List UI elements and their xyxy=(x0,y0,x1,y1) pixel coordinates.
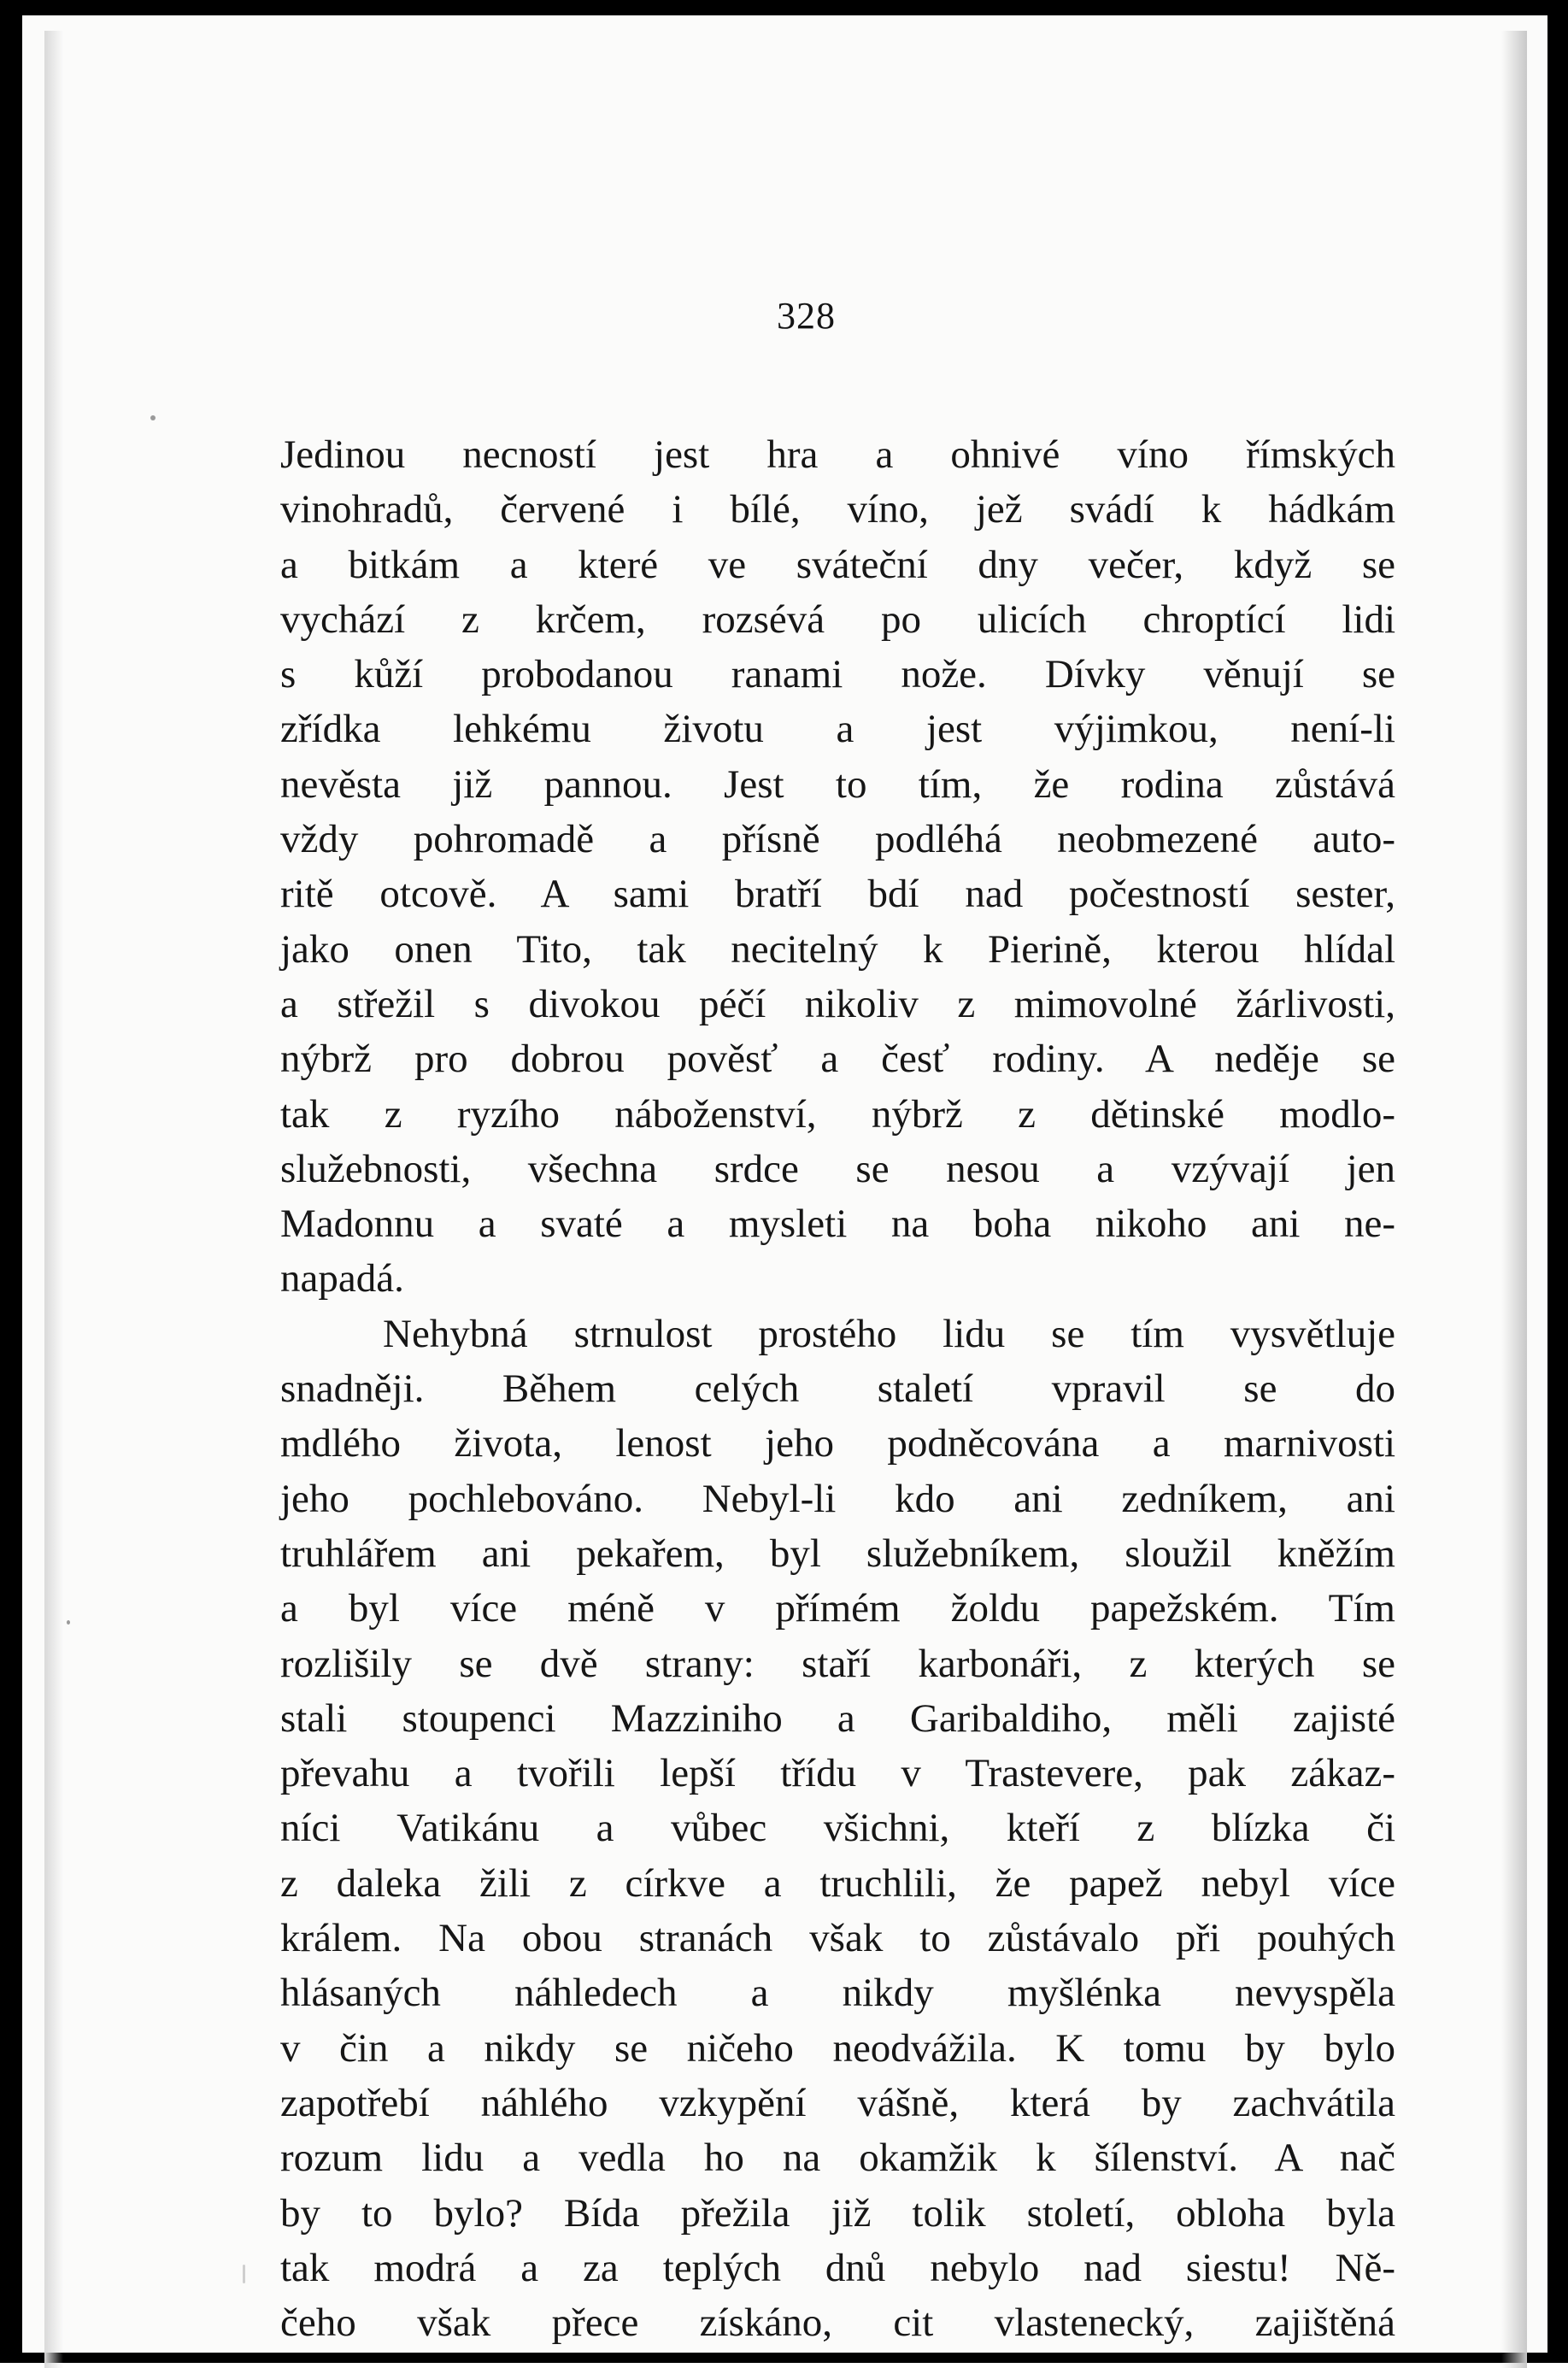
text-line: snadněji. Během celých staletí vpravil se do xyxy=(280,1366,1395,1412)
paragraph-2 xyxy=(280,1307,1395,2351)
text-line: Jedinou necností jest hra a ohnivé víno římských xyxy=(280,432,1395,477)
text-line: ritě otcově. A sami bratří bdí nad počestností sester, xyxy=(280,872,1395,917)
text-line: a byl více méně v přímém žoldu papežském. Tím xyxy=(280,1586,1395,1631)
text-line: nýbrž pro dobrou pověsť a česť rodiny. A neděje se xyxy=(280,1037,1395,1082)
text-line: a střežil s divokou péčí nikoliv z mimovolné žárlivosti, xyxy=(280,981,1395,1026)
text-line: nevěsta již pannou. Jest to tím, že rodina zůstává xyxy=(280,761,1395,807)
text-line: stali stoupenci Mazziniho a Garibaldiho, měli zajisté xyxy=(280,1695,1395,1741)
text-line: s kůží probodanou ranami nože. Dívky věnují se xyxy=(280,652,1395,697)
text-line: hlásaných náhledech a nikdy myšlénka nevyspěla xyxy=(280,1971,1395,2016)
text-line: převahu a tvořili lepší třídu v Trastevere, pak zákaz- xyxy=(280,1751,1395,1796)
paragraph-1 xyxy=(280,427,1395,1307)
text-line: králem. Na obou stranách však to zůstávalo při pouhých xyxy=(280,1916,1395,1961)
text-line: tak z ryzího náboženství, nýbrž z dětinské modlo- xyxy=(280,1091,1395,1137)
text-line: rozum lidu a vedla ho na okamžik k šílenství. A nač xyxy=(280,2136,1395,2181)
text-line: rozlišily se dvě strany: staří karbonáři, z kterých se xyxy=(280,1641,1395,1686)
paper-speck xyxy=(67,1620,70,1625)
text-line: jeho pochlebováno. Nebyl-li kdo ani zedníkem, ani xyxy=(280,1476,1395,1521)
text-line: v čin a nikdy se ničeho neodvážila. K tomu by bylo xyxy=(280,2025,1395,2071)
text-line: by to bylo? Bída přežila již tolik století, obloha byla xyxy=(280,2190,1395,2236)
text-line: vždy pohromadě a přísně podléhá neobmezené auto- xyxy=(280,817,1395,862)
text-line: vinohradů, červené i bílé, víno, jež svádí k hádkám xyxy=(280,487,1395,532)
text-line: Madonnu a svaté a mysleti na boha nikoho ani ne- xyxy=(280,1202,1395,1247)
paper-speck xyxy=(150,415,156,420)
text-line: čeho však přece získáno, cit vlastenecký, zajištěná xyxy=(280,2300,1395,2346)
text-line: zapotřebí náhlého vzkypění vášně, která by zachvátila xyxy=(280,2080,1395,2125)
gutter-shadow-right xyxy=(1501,31,1527,2368)
text-line: mdlého života, lenost jeho podněcována a marnivosti xyxy=(280,1421,1395,1466)
paper-speck xyxy=(243,2265,245,2283)
text-line: níci Vatikánu a vůbec všichni, kteří z blízka či xyxy=(280,1806,1395,1851)
text-line: jako onen Tito, tak necitelný k Pierině, kterou hlídal xyxy=(280,926,1395,972)
text-line: vychází z krčem, rozsévá po ulicích chroptící lidi xyxy=(280,596,1395,642)
text-line: Nehybná strnulost prostého lidu se tím vysvětluje xyxy=(383,1311,1395,1356)
text-line: z daleka žili z církve a truchlili, že papež nebyl více xyxy=(280,1860,1395,1906)
text-line: zřídka lehkému životu a jest výjimkou, není-li xyxy=(280,707,1395,752)
page-number: 328 xyxy=(777,295,836,337)
text-line: napadá. xyxy=(280,1256,404,1302)
text-line: truhlářem ani pekařem, byl služebníkem, sloužil kněžím xyxy=(280,1531,1395,1576)
text-line: tak modrá a za teplých dnů nebylo nad siestu! Ně- xyxy=(280,2245,1395,2290)
gutter-shadow-left xyxy=(44,31,63,2368)
body-text xyxy=(280,427,1395,2350)
text-line: a bitkám a které ve sváteční dny večer, když se xyxy=(280,542,1395,587)
text-line: služebnosti, všechna srdce se nesou a vzývají jen xyxy=(280,1146,1395,1191)
